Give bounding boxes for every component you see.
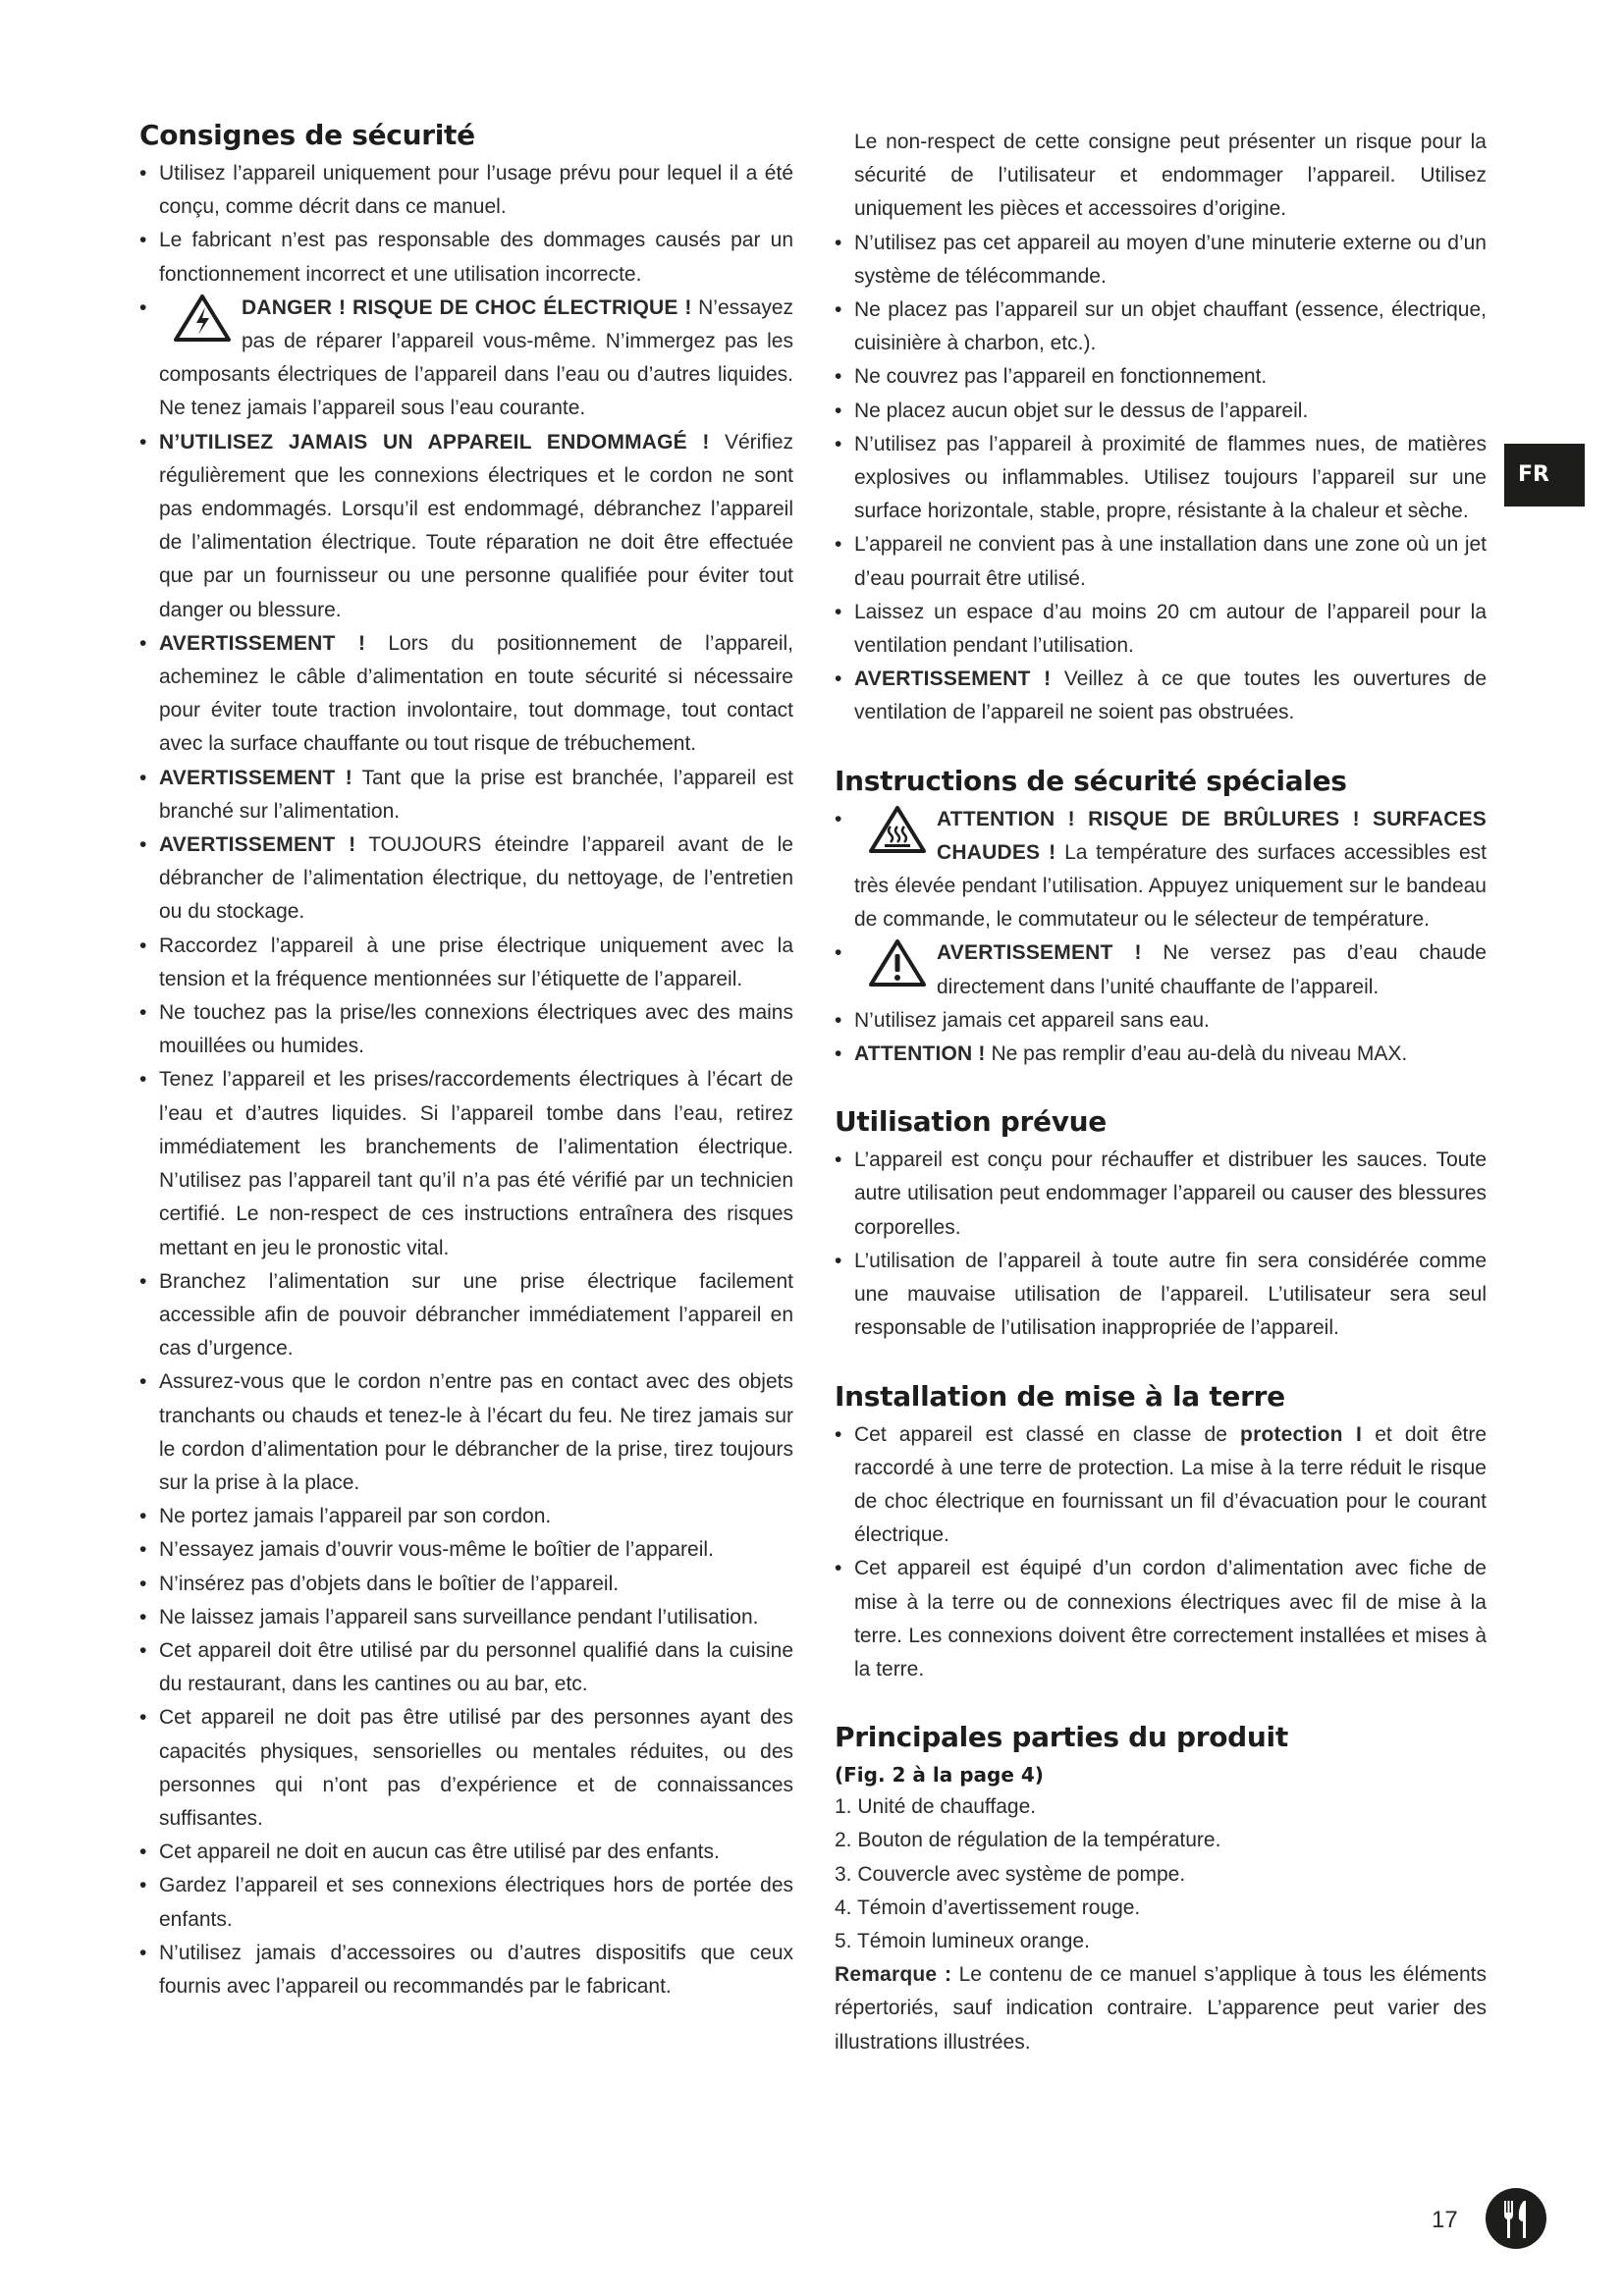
continued-paragraph: Le non-respect de cette consigne peut présenter un risque pour la sécurité de l’utilisateur et endommager l’appareil. Utilisez uniquement les pièces et accessoires d’origine.	[854, 131, 1487, 221]
list-item: • Ne portez jamais l’appareil par son cordon.	[139, 1500, 793, 1533]
left-column	[139, 118, 793, 2003]
list-item: • Tenez l’appareil et les prises/raccordements électriques à l’écart de l’eau et d’autres liquides. Si l’appareil tombe dans l’eau, retirez immédiatement les branchements de l’alimentation électrique. N’utilisez pas l’appareil tant qu’il n’a pas été vérifié par un technicien certifié. Le non-respect de ces instructions entraînera des risques mettant en jeu le pronostic vital.	[139, 1063, 793, 1264]
section-title-earth: Installation de mise à la terre	[835, 1379, 1285, 1413]
list-item: • AVERTISSEMENT ! Tant que la prise est branchée, l’appareil est branché sur l’alimentation.	[139, 762, 793, 828]
page-number: 17	[1432, 2207, 1458, 2233]
list-item: • Ne couvrez pas l’appareil en fonctionnement.	[835, 360, 1487, 394]
list-item: • Ne placez pas l’appareil sur un objet chauffant (essence, électrique, cuisinière à charbon, etc.).	[835, 294, 1487, 360]
parts-list	[835, 1790, 1487, 1958]
list-item: 5. Témoin lumineux orange.	[835, 1929, 1090, 1952]
list-item: • N’utilisez jamais cet appareil sans eau.	[835, 1004, 1487, 1038]
list-item: • AVERTISSEMENT ! Veillez à ce que toutes les ouvertures de ventilation de l’appareil ne soient pas obstruées.	[835, 663, 1487, 729]
list-item: • N’utilisez jamais d’accessoires ou d’autres dispositifs que ceux fournis avec l’appareil ou recommandés par le fabricant.	[139, 1937, 793, 2003]
list-item: • DANGER ! RISQUE DE CHOC ÉLECTRIQUE ! N’essayez pas de réparer l’appareil vous-même. N’immergez pas les composants électriques de l’appareil dans l’eau ou d’autres liquides. Ne tenez jamais l’appareil sous l’eau courante.	[139, 292, 793, 426]
list-item: • ATTENTION ! Ne pas remplir d’eau au-delà du niveau MAX.	[835, 1038, 1487, 1071]
safety-list-continued	[835, 227, 1487, 730]
list-item: • Laissez un espace d’au moins 20 cm autour de l’appareil pour la ventilation pendant l’utilisation.	[835, 596, 1487, 663]
electric-shock-warning-icon	[173, 294, 232, 343]
list-item: • Cet appareil est équipé d’un cordon d’alimentation avec fiche de mise à la terre ou de connexions électriques avec fil de mise à la terre. Les connexions doivent être correctement installées et mises à la terre.	[835, 1552, 1487, 1686]
figure-reference: (Fig. 2 à la page 4)	[835, 1763, 1044, 1788]
list-item: • N’essayez jamais d’ouvrir vous-même le boîtier de l’appareil.	[139, 1533, 793, 1567]
list-item: • L’appareil est conçu pour réchauffer et distribuer les sauces. Toute autre utilisation peut endommager l’appareil ou causer des blessures corporelles.	[835, 1144, 1487, 1245]
list-item: • Ne laissez jamais l’appareil sans surveillance pendant l’utilisation.	[139, 1601, 793, 1634]
list-item: • N’UTILISEZ JAMAIS UN APPAREIL ENDOMMAGÉ ! Vérifiez régulièrement que les connexions électriques et le cordon ne sont pas endommagés. Lorsqu’il est endommagé, débranchez l’appareil de l’alimentation électrique. Toute réparation ne doit être effectuée que par un fournisseur ou une personne qualifiée pour éviter tout danger ou blessure.	[139, 426, 793, 627]
list-item: • N’utilisez pas cet appareil au moyen d’une minuterie externe ou d’un système de télécommande.	[835, 227, 1487, 294]
list-item: • Cet appareil doit être utilisé par du personnel qualifié dans la cuisine du restaurant, dans les cantines ou au bar, etc.	[139, 1634, 793, 1701]
hot-surface-warning-icon	[868, 805, 927, 854]
list-item: • Cet appareil ne doit pas être utilisé par des personnes ayant des capacités physiques, sensorielles ou mentales réduites, ou des personnes qui n’ont pas d’expérience et de connaissances suffisantes.	[139, 1701, 793, 1836]
list-item: • Gardez l’appareil et ses connexions électriques hors de portée des enfants.	[139, 1869, 793, 1936]
list-item: • Raccordez l’appareil à une prise électrique uniquement avec la tension et la fréquence mentionnées sur l’étiquette de l’appareil.	[139, 930, 793, 996]
list-item: • Branchez l’alimentation sur une prise électrique facilement accessible afin de pouvoir débrancher immédiatement l’appareil en cas d’urgence.	[139, 1265, 793, 1366]
right-column	[835, 126, 1487, 2059]
list-item: • AVERTISSEMENT ! Lors du positionnement de l’appareil, acheminez le câble d’alimentation en toute sécurité si nécessaire pour éviter toute traction involontaire, tout dommage, tout contact avec la surface chauffante ou tout risque de trébuchement.	[139, 627, 793, 762]
general-warning-icon	[868, 938, 927, 988]
language-tab: FR	[1504, 444, 1585, 507]
earth-list	[835, 1418, 1487, 1687]
list-item: • ATTENTION ! RISQUE DE BRÛLURES ! SURFACES CHAUDES ! La température des surfaces accessibles est très élevée pendant l’utilisation. Appuyez uniquement sur le bandeau de commande, le commutateur ou le sélecteur de température.	[835, 803, 1487, 937]
list-item: • Ne touchez pas la prise/les connexions électriques avec des mains mouillées ou humides.	[139, 996, 793, 1063]
list-item: • L’utilisation de l’appareil à toute autre fin sera considérée comme une mauvaise utilisation de l’appareil. L’utilisateur sera seul responsable de l’utilisation inappropriée de l’appareil.	[835, 1245, 1487, 1346]
list-item: 2. Bouton de régulation de la température.	[835, 1829, 1221, 1852]
section-title-special: Instructions de sécurité spéciales	[835, 764, 1347, 797]
list-item: • Le fabricant n’est pas responsable des dommages causés par un fonctionnement incorrect et une utilisation incorrecte.	[139, 224, 793, 291]
safety-list	[139, 157, 793, 2003]
section-title-parts: Principales parties du produit	[835, 1721, 1288, 1754]
use-list	[835, 1144, 1487, 1345]
list-item: • Cet appareil ne doit en aucun cas être utilisé par des enfants.	[139, 1836, 793, 1869]
list-item: • L’appareil ne convient pas à une installation dans une zone où un jet d’eau pourrait être utilisé.	[835, 528, 1487, 595]
list-item: • Cet appareil est classé en classe de protection I et doit être raccordé à une terre de protection. La mise à la terre réduit le risque de choc électrique en fournissant un fil d’évacuation pour le courant électrique.	[835, 1418, 1487, 1553]
list-item: • N’utilisez pas l’appareil à proximité de flammes nues, de matières explosives ou inflammables. Utilisez toujours l’appareil sur une surface horizontale, stable, propre, résistante à la chaleur et sèche.	[835, 428, 1487, 529]
list-item: • N’insérez pas d’objets dans le boîtier de l’appareil.	[139, 1568, 793, 1601]
section-title-safety: Consignes de sécurité	[139, 119, 475, 151]
list-item: • Ne placez aucun objet sur le dessus de l’appareil.	[835, 395, 1487, 428]
note-paragraph: Remarque : Le contenu de ce manuel s’applique à tous les éléments répertoriés, sauf indication contraire. L’apparence peut varier des illustrations illustrées.	[835, 1963, 1487, 2054]
list-item: • AVERTISSEMENT ! TOUJOURS éteindre l’appareil avant de le débrancher de l’alimentation électrique, du nettoyage, de l’entretien ou du stockage.	[139, 828, 793, 930]
list-item: • Assurez-vous que le cordon n’entre pas en contact avec des objets tranchants ou chauds et tenez-le à l’écart du feu. Ne tirez jamais sur le cordon d’alimentation pour le débrancher de la prise, tirez toujours sur la prise à la place.	[139, 1365, 793, 1500]
list-item: 4. Témoin d’avertissement rouge.	[835, 1896, 1141, 1919]
list-item: 1. Unité de chauffage.	[835, 1795, 1037, 1819]
list-item: • Utilisez l’appareil uniquement pour l’usage prévu pour lequel il a été conçu, comme décrit dans ce manuel.	[139, 157, 793, 224]
section-title-use: Utilisation prévue	[835, 1105, 1107, 1139]
list-item: 3. Couvercle avec système de pompe.	[835, 1862, 1186, 1886]
list-item: • AVERTISSEMENT ! Ne versez pas d’eau chaude directement dans l’unité chauffante de l’appareil.	[835, 936, 1487, 1003]
cutlery-logo-icon	[1485, 2187, 1547, 2250]
special-list	[835, 803, 1487, 1072]
